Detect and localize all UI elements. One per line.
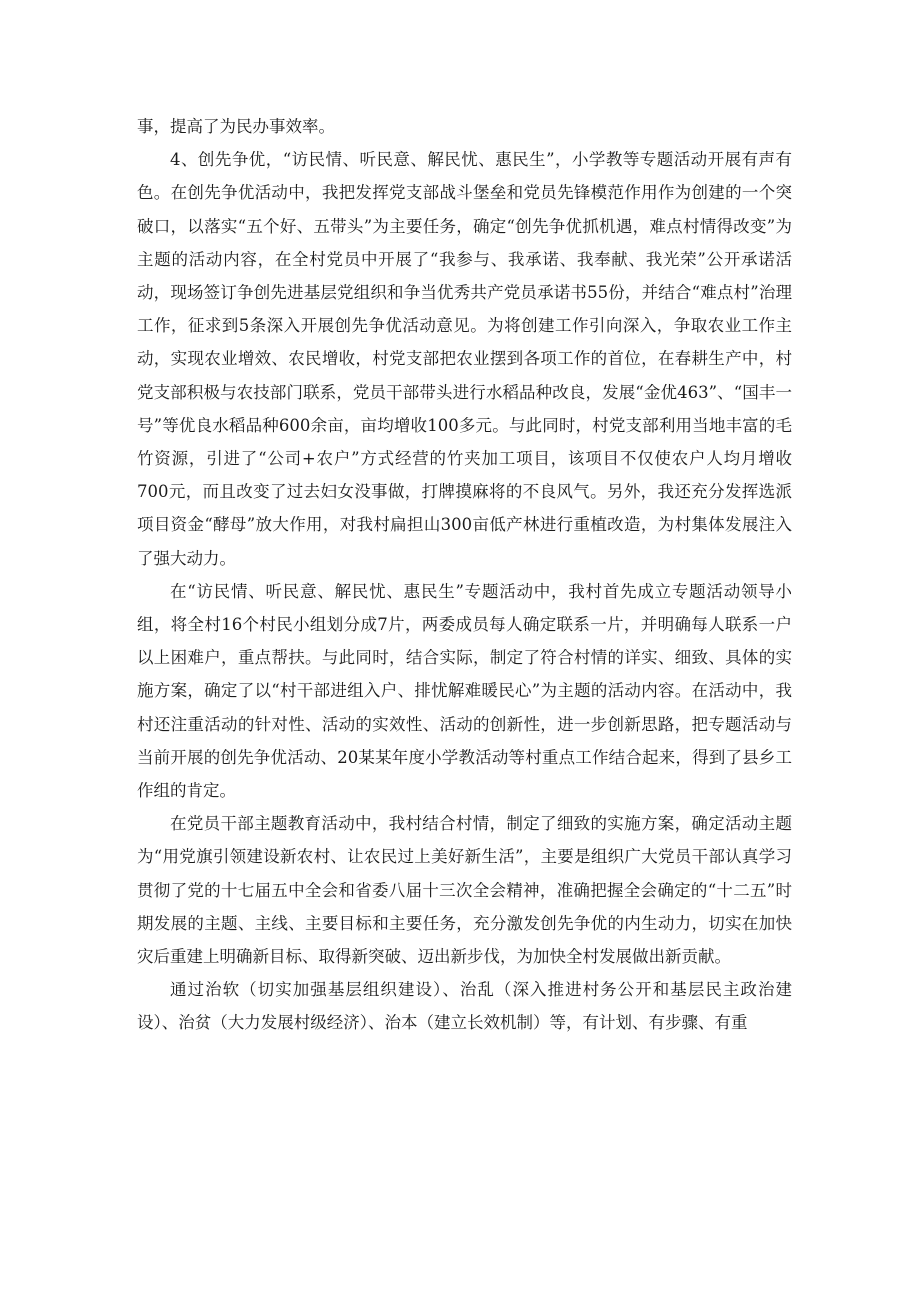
paragraph-continuation: 事，提高了为民办事效率。	[137, 117, 335, 136]
paragraph-governance: 通过治软（切实加强基层组织建设）、治乱（深入推进村务公开和基层民主政治建设）、治贫（大力发展村级经济）、治本（建立长效机制）等，有计划、有步骤、有重	[137, 980, 792, 1033]
document-body	[137, 110, 792, 1040]
paragraph-special-activity: 在“访民情、听民意、解民忧、惠民生”专题活动中，我村首先成立专题活动领导小组，将全村16个村民小组划分成7片，两委成员每人确定联系一片，并明确每人联系一户以上困难户，重点帮扶。与此同时，结合实际，制定了符合村情的详实、细致、具体的实施方案，确定了以“村干部进组入户、排忧解难暖民心”为主题的活动内容。在活动中，我村还注重活动的针对性、活动的实效性、活动的创新性，进一步创新思路，把专题活动与当前开展的创先争优活动、20某某年度小学教活动等村重点工作结合起来，得到了县乡工作组的肯定。	[137, 581, 792, 801]
paragraph-item-4: 4、创先争优，“访民情、听民意、解民忧、惠民生”，小学教等专题活动开展有声有色。在创先争优活动中，我把发挥党支部战斗堡垒和党员先锋模范作用作为创建的一个突破口，以落实“五个好、五带头”为主要任务，确定“创先争优抓机遇，难点村情得改变”为主题的活动内容，在全村党员中开展了“我参与、我承诺、我奉献、我光荣”公开承诺活动，现场签订争创先进基层党组织和争当优秀共产党员承诺书55份，并结合“难点村”治理工作，征求到5条深入开展创先争优活动意见。为将创建工作引向深入，争取农业工作主动，实现农业增效、农民增收，村党支部把农业摆到各项工作的首位，在春耕生产中，村党支部积极与农技部门联系，党员干部带头进行水稻品种改良，发展“金优463”、“国丰一号”等优良水稻品种600余亩，亩均增收100多元。与此同时，村党支部利用当地丰富的毛竹资源，引进了“公司+农户”方式经营的竹夹加工项目，该项目不仅使农户人均月增收700元，而且改变了过去妇女没事做，打牌摸麻将的不良风气。另外，我还充分发挥选派项目资金“酵母”放大作用，对我村扁担山300亩低产林进行重植改造，为村集体发展注入了强大动力。	[137, 150, 792, 568]
paragraph-theme-education: 在党员干部主题教育活动中，我村结合村情，制定了细致的实施方案，确定活动主题为“用党旗引领建设新农村、让农民过上美好新生活”，主要是组织广大党员干部认真学习贯彻了党的十七届五中全会和省委八届十三次全会精神，准确把握全会确定的“十二五”时期发展的主题、主线、主要目标和主要任务，充分激发创先争优的内生动力，切实在加快灾后重建上明确新目标、取得新突破、迈出新步伐，为加快全村发展做出新贡献。	[137, 814, 792, 967]
